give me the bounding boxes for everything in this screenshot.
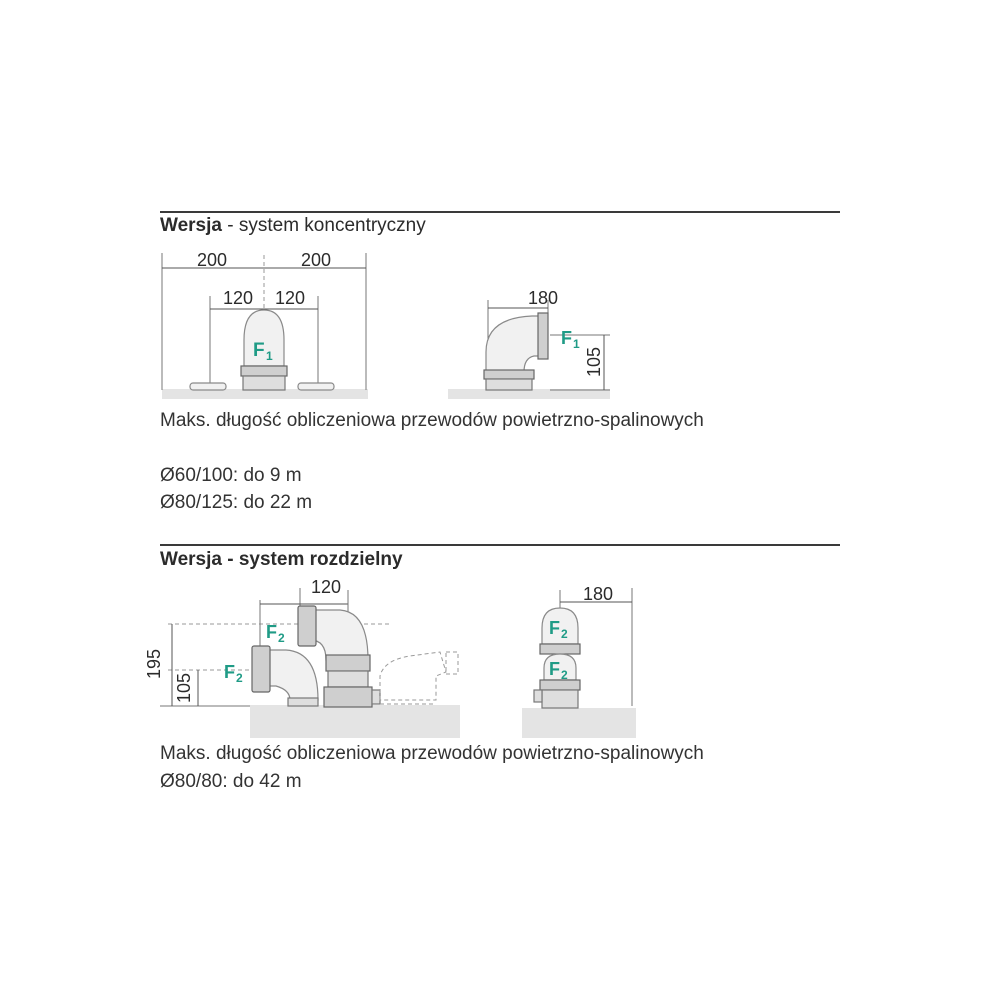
ghost-elbow-outlet (446, 652, 458, 674)
section2-heading: Wersja - system rozdzielny (160, 549, 403, 570)
upper-elbow-inlet (298, 606, 316, 646)
dim-right-200: 200 (300, 250, 332, 270)
side-elbow-outlet (538, 313, 548, 359)
stack-top-f2-sub: 2 (561, 627, 568, 641)
dim-elbow-180: 180 (527, 288, 559, 308)
stack-bottom-collar (540, 680, 580, 690)
ghost-elbow (380, 652, 446, 700)
dim-left-105: 105 (174, 672, 194, 704)
lower-f2-label: F (224, 662, 235, 682)
section1-heading-bold: Wersja (160, 215, 222, 236)
dim-right-120: 120 (274, 288, 306, 308)
side-f1-sub: 1 (573, 337, 580, 351)
split-left-view (144, 577, 460, 738)
dim-left-200: 200 (196, 250, 228, 270)
side-collar-top (484, 370, 534, 379)
front-f1-sub: 1 (266, 349, 273, 363)
stack-bottom-f2-label: F (549, 659, 560, 679)
front-side-pad-right (298, 383, 334, 390)
right-base-block (522, 708, 636, 738)
dim-right-180: 180 (582, 584, 614, 604)
upper-pipe-latch (372, 690, 380, 704)
front-side-pad-left (190, 383, 226, 390)
upper-pipe-mid (328, 671, 368, 687)
side-f1-label: F (561, 328, 572, 348)
front-collar-bottom (243, 376, 285, 390)
section1-spec-1: Ø60/100: do 9 m (160, 465, 302, 486)
dim-left-195: 195 (144, 648, 164, 680)
upper-elbow-collar (326, 655, 370, 671)
upper-pipe-base (324, 687, 372, 707)
section2-spec-1: Ø80/80: do 42 m (160, 771, 302, 792)
split-base-block (250, 705, 460, 738)
front-f1-label: F (253, 340, 265, 361)
dim-left-120: 120 (222, 288, 254, 308)
upper-f2-sub: 2 (278, 631, 285, 645)
section2-caption: Maks. długość obliczeniowa przewodów powietrzno-spalinowych (160, 743, 704, 764)
section1-spec-2: Ø80/125: do 22 m (160, 492, 313, 513)
dim-elbow-105: 105 (584, 346, 604, 378)
lower-f2-sub: 2 (236, 671, 243, 685)
split-right-view (522, 584, 636, 738)
lower-elbow-inlet (252, 646, 270, 692)
section1-heading-rest: - system koncentryczny (221, 215, 426, 236)
stack-bottom-f2-sub: 2 (561, 668, 568, 682)
side-elbow (486, 316, 544, 372)
stack-latch (534, 690, 542, 702)
stack-top-f2-label: F (549, 618, 560, 638)
section1-caption: Maks. długość obliczeniowa przewodów powietrzno-spalinowych (160, 410, 704, 431)
stack-top-dome (542, 608, 578, 644)
dim-top-120: 120 (310, 577, 342, 597)
stack-base (542, 690, 578, 708)
lower-elbow-base (288, 698, 318, 706)
concentric-front-view (162, 250, 368, 399)
side-collar-bottom (486, 379, 532, 390)
concentric-side-view (448, 288, 610, 399)
upper-f2-label: F (266, 622, 277, 642)
front-collar-top (241, 366, 287, 376)
stack-top-collar (540, 644, 580, 654)
